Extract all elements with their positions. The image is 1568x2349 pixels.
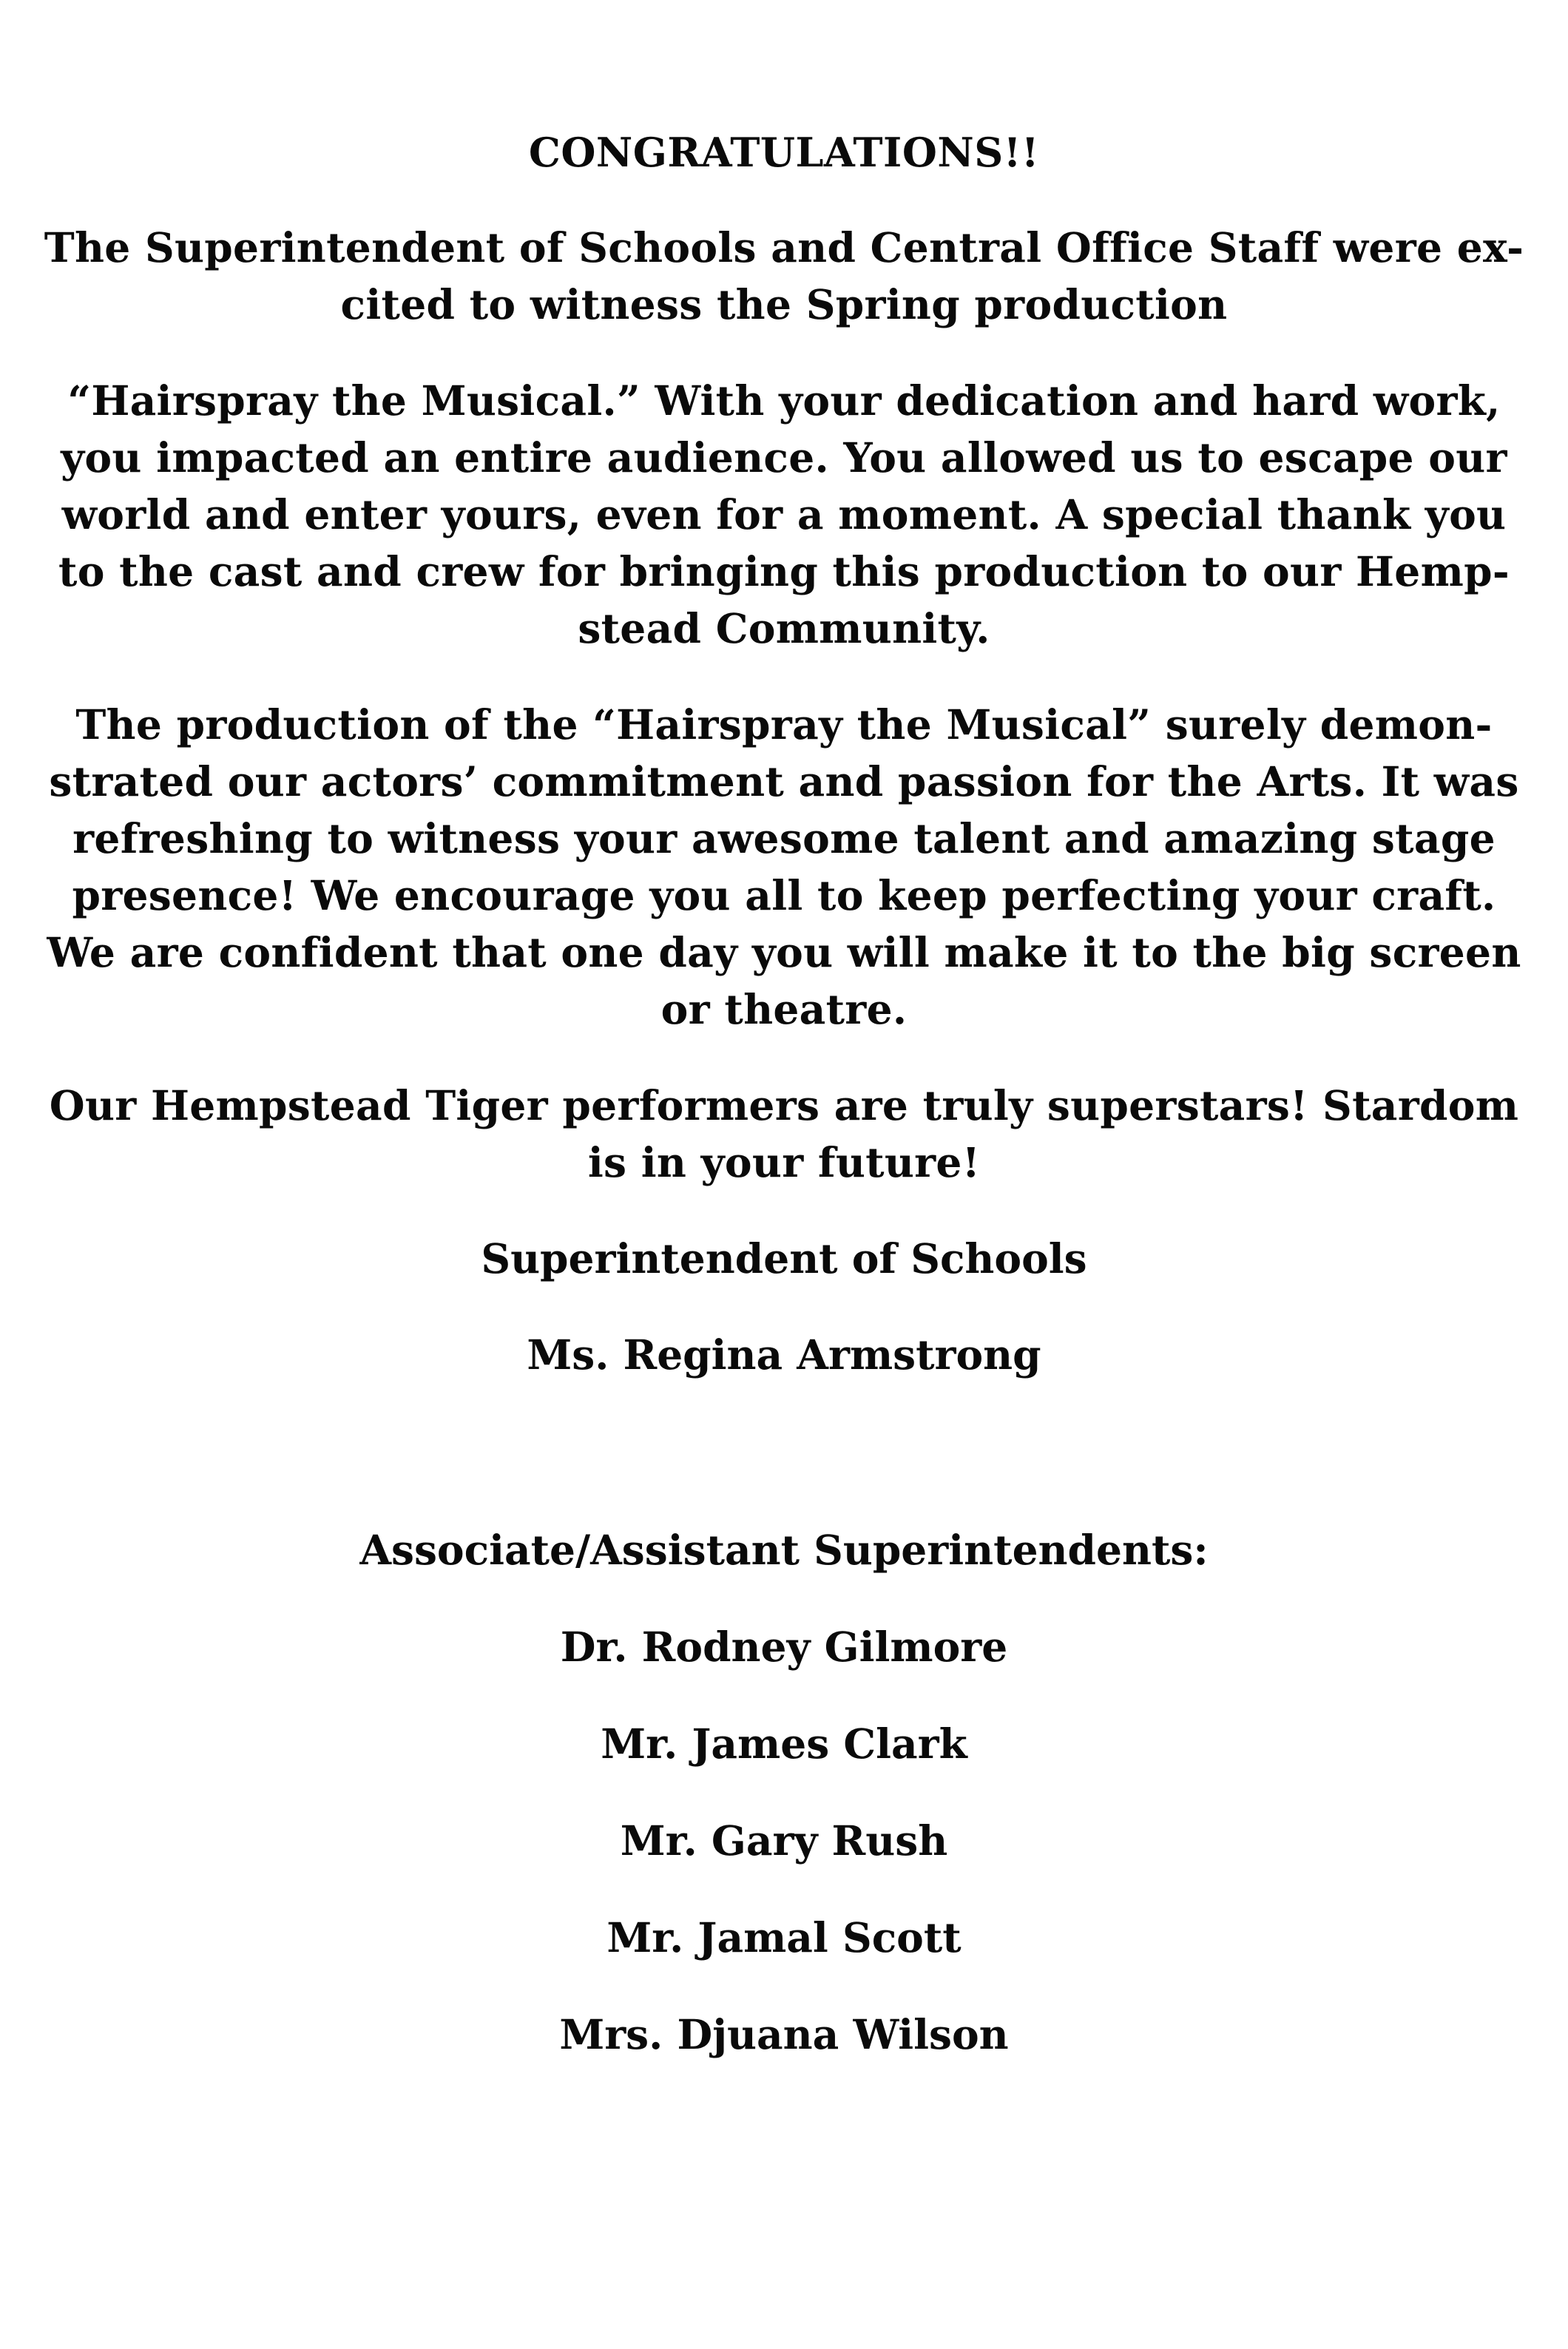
associates-heading: Associate/Assistant Superintendents:: [359, 1526, 1209, 1574]
paragraph-3-line-5: We are confident that one day you will make it to the big screen: [47, 928, 1521, 976]
associate-name: Mr. Jamal Scott: [606, 1913, 962, 1961]
paragraph-2: [18, 372, 1550, 657]
paragraph-4: [18, 1077, 1550, 1191]
paragraph-3-line-3: refreshing to witness your awesome talent and amazing stage: [72, 814, 1496, 862]
paragraph-4-line-1: Our Hempstead Tiger performers are truly superstars! Stardom: [49, 1081, 1519, 1129]
paragraph-2-line-3: world and enter yours, even for a moment. A special thank you: [61, 490, 1507, 538]
paragraph-1-line-2: cited to witness the Spring production: [340, 280, 1228, 328]
paragraph-3-line-6: or theatre.: [660, 985, 908, 1033]
paragraph-3-line-4: presence! We encourage you all to keep perfecting your craft.: [72, 871, 1496, 919]
paragraph-3-line-1: The production of the “Hairspray the Musical” surely demon-: [75, 700, 1493, 748]
signature-title: Superintendent of Schools: [481, 1234, 1087, 1282]
paragraph-2-line-4: to the cast and crew for bringing this production to our Hemp-: [58, 547, 1510, 595]
paragraph-1-line-1: The Superintendent of Schools and Central Office Staff were ex-: [44, 223, 1524, 271]
paragraph-2-line-2: you impacted an entire audience. You allowed us to escape our: [61, 433, 1507, 481]
paragraph-2-line-1: “Hairspray the Musical.” With your dedication and hard work,: [67, 376, 1501, 425]
paragraph-2-line-5: stead Community.: [578, 604, 990, 652]
page-heading: CONGRATULATIONS!!: [528, 129, 1040, 176]
paragraph-3: [18, 696, 1550, 1038]
signature-name: Ms. Regina Armstrong: [527, 1331, 1041, 1379]
associate-name: Mr. Gary Rush: [620, 1816, 948, 1865]
associate-name: Mrs. Djuana Wilson: [559, 2010, 1009, 2058]
paragraph-4-line-2: is in your future!: [587, 1138, 981, 1186]
associate-name: Dr. Rodney Gilmore: [560, 1623, 1008, 1671]
associate-name: Mr. James Clark: [601, 1720, 967, 1768]
paragraph-1: [18, 219, 1550, 333]
paragraph-3-line-2: strated our actors’ commitment and passion for the Arts. It was: [49, 757, 1519, 805]
